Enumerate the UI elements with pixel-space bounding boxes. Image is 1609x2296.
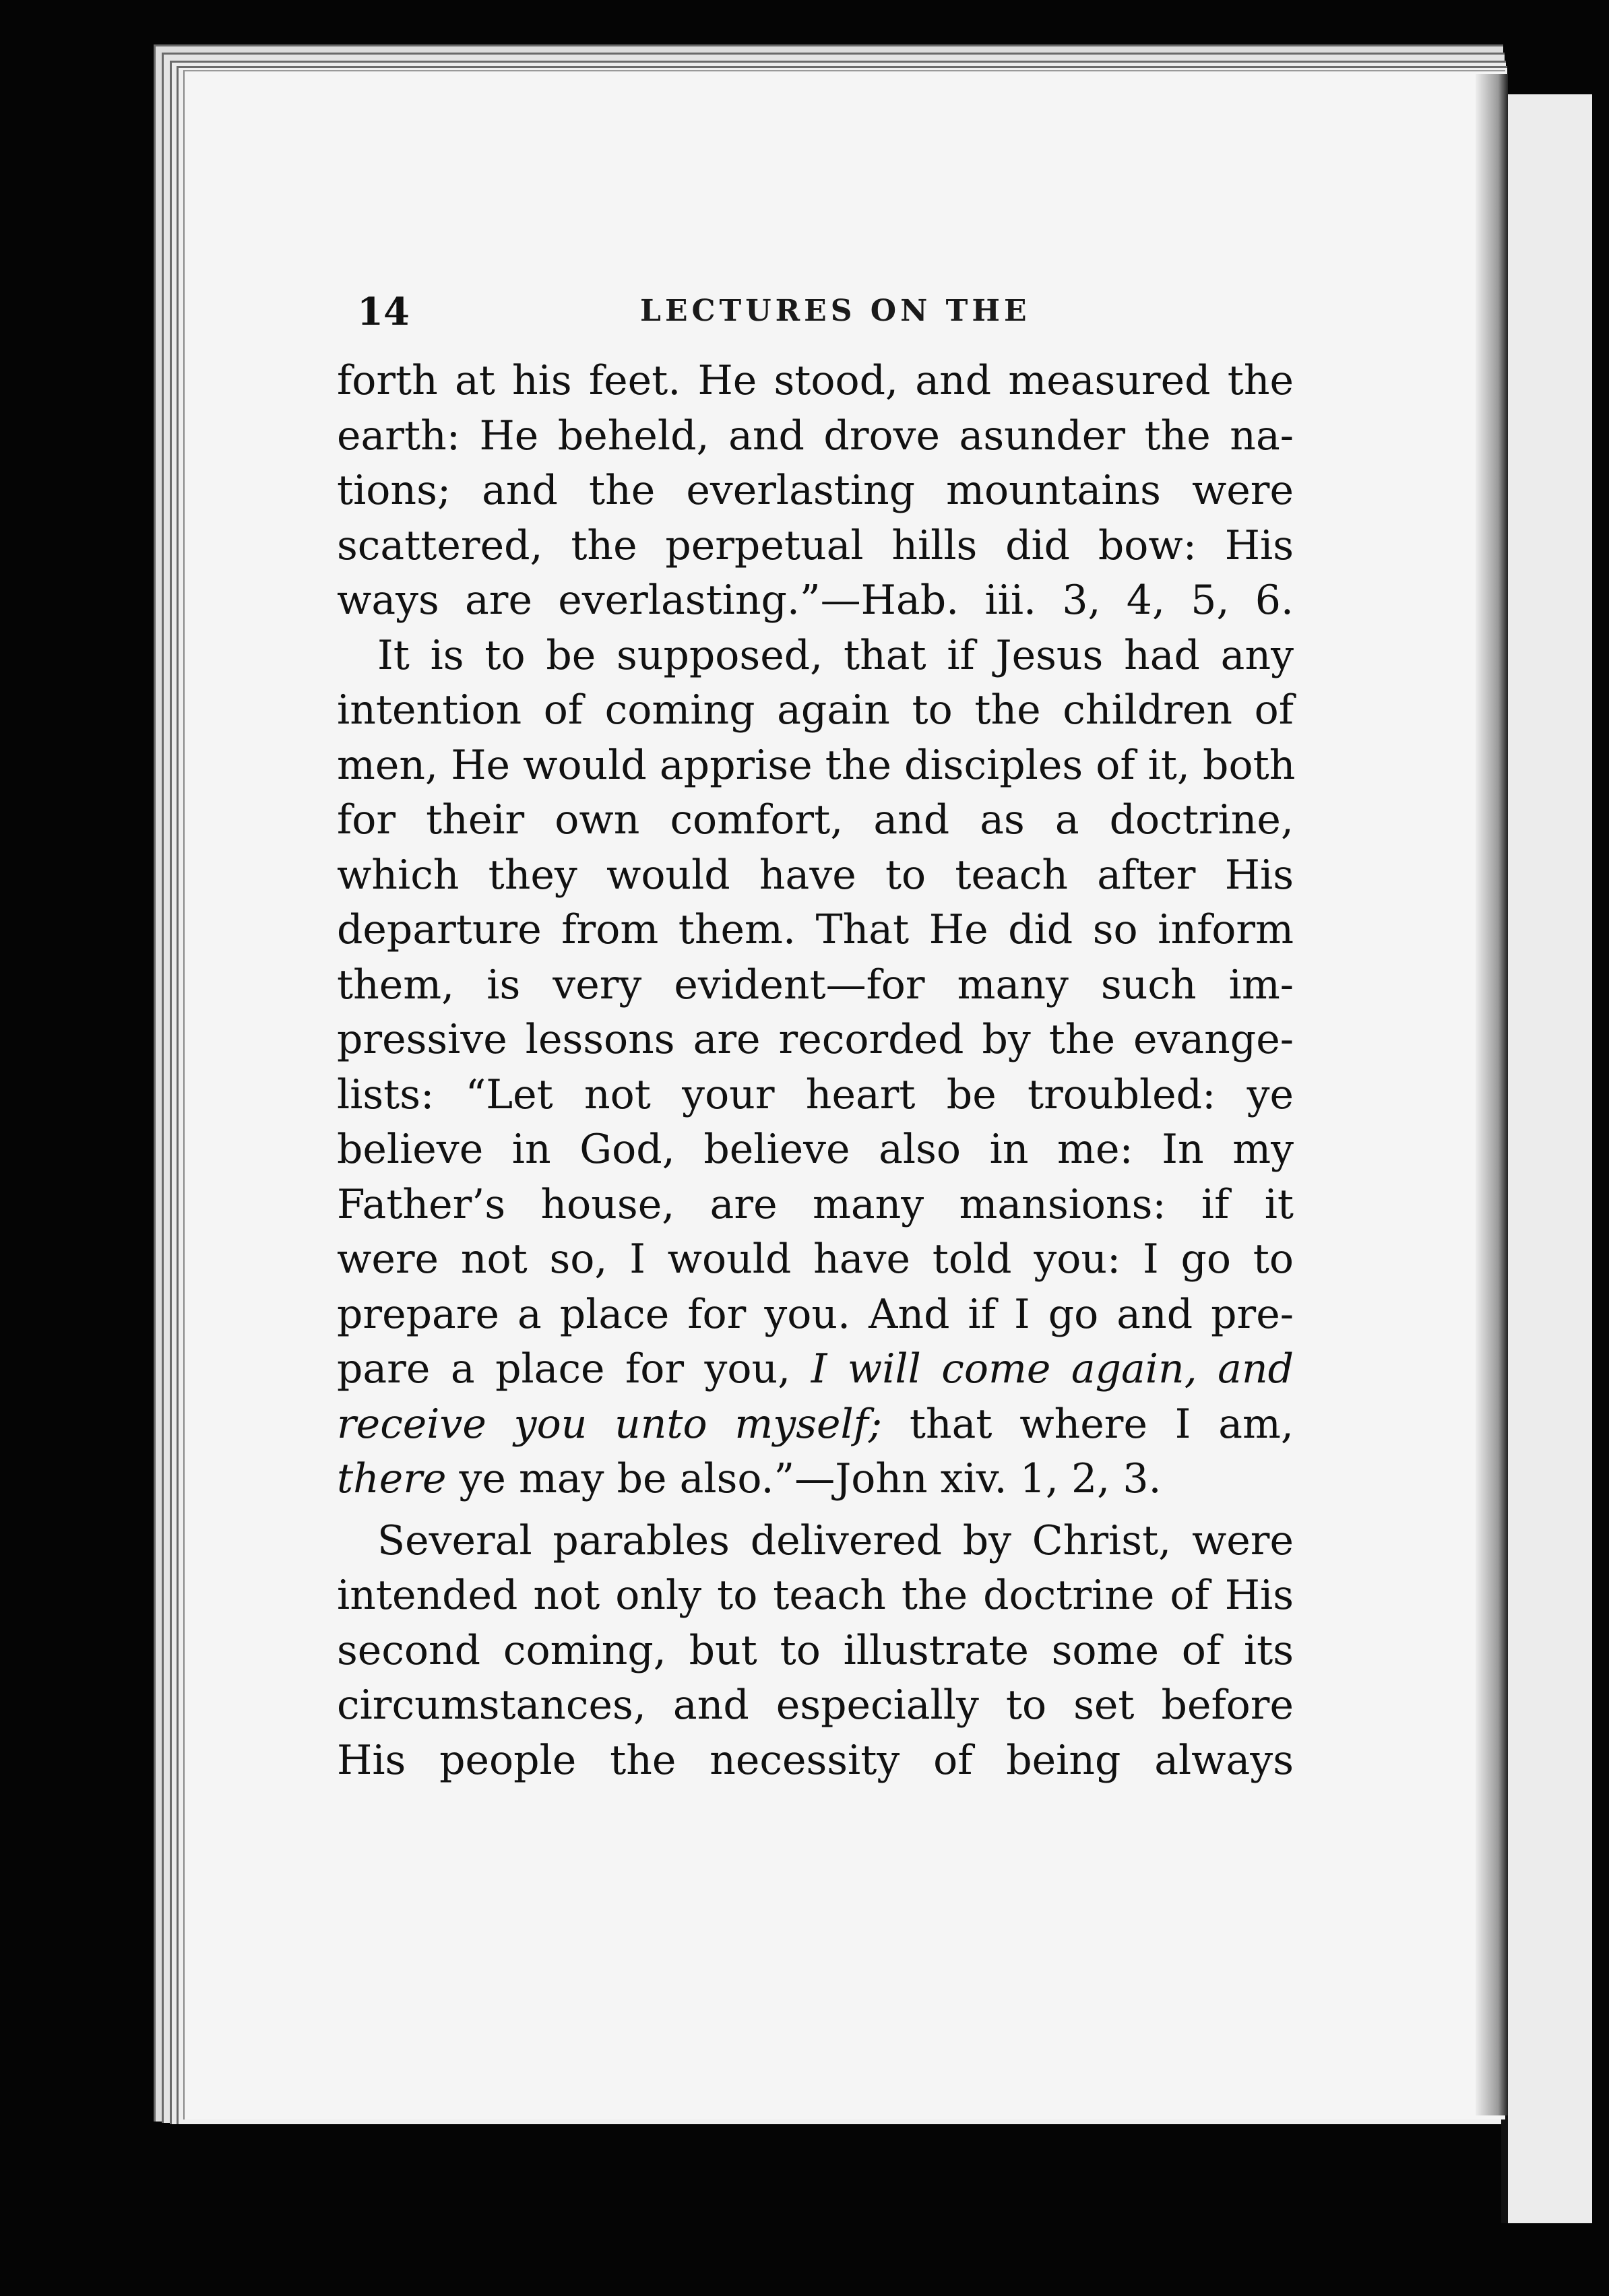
text-line: prepare a place for you. And if I go and pre- bbox=[337, 1290, 1294, 1338]
text-line: tions; and the everlasting mountains were bbox=[337, 467, 1294, 514]
text-line: departure from them. That He did so inform bbox=[337, 906, 1294, 953]
text-line: believe in God, believe also in me: In my bbox=[337, 1126, 1294, 1173]
text-line: which they would have to teach after His bbox=[337, 851, 1294, 899]
line-segment: ye may be also.”—John xiv. 1, 2, 3. bbox=[459, 1455, 1162, 1502]
text-line bbox=[337, 1397, 1294, 1453]
page-number: 14 bbox=[357, 290, 410, 334]
text-line: ways are everlasting.”—Hab. iii. 3, 4, 5, 6. bbox=[337, 577, 1294, 624]
text-line: circumstances, and especially to set before bbox=[337, 1682, 1294, 1729]
text-line: It is to be supposed, that if Jesus had any bbox=[377, 631, 1294, 679]
text-line: for their own comfort, and as a doctrine, bbox=[337, 796, 1294, 843]
page-header bbox=[357, 290, 1368, 337]
text-line: pressive lessons are recorded by the evange- bbox=[337, 1016, 1294, 1063]
line-segment: pare a place for you, bbox=[337, 1345, 791, 1393]
facing-page bbox=[1501, 94, 1592, 2223]
text-line: intended not only to teach the doctrine of His bbox=[337, 1572, 1294, 1619]
text-line bbox=[337, 1452, 1294, 1507]
text-line: earth: He beheld, and drove asunder the na- bbox=[337, 412, 1294, 459]
italic-segment: receive you unto myself; bbox=[337, 1400, 883, 1448]
text-line: lists: “Let not your heart be troubled: ye bbox=[337, 1071, 1294, 1118]
text-line: Father’s house, are many mansions: if it bbox=[337, 1180, 1294, 1228]
text-line: His people the necessity of being always bbox=[337, 1736, 1294, 1784]
text-line: second coming, but to illustrate some of its bbox=[337, 1626, 1294, 1674]
text-line: forth at his feet. He stood, and measured the bbox=[337, 357, 1294, 404]
italic-segment: there bbox=[337, 1455, 447, 1502]
text-line: them, is very evident—for many such im- bbox=[337, 961, 1294, 1009]
text-line: were not so, I would have told you: I go to bbox=[337, 1236, 1294, 1283]
line-segment: that where I am, bbox=[909, 1400, 1294, 1448]
italic-segment: I will come again, and bbox=[811, 1345, 1294, 1393]
text-line bbox=[337, 1342, 1294, 1397]
paragraph bbox=[337, 629, 1294, 1507]
text-line: men, He would apprise the disciples of it, both bbox=[337, 741, 1296, 789]
running-head: LECTURES ON THE bbox=[640, 294, 1031, 328]
text-line: intention of coming again to the children of bbox=[337, 687, 1294, 734]
page-gutter bbox=[1476, 74, 1508, 2115]
text-line: scattered, the perpetual hills did bow: His bbox=[337, 521, 1294, 569]
paragraph bbox=[337, 354, 1294, 629]
body-text bbox=[337, 354, 1294, 1788]
paragraph bbox=[337, 1514, 1294, 1789]
text-line: Several parables delivered by Christ, were bbox=[377, 1517, 1294, 1564]
